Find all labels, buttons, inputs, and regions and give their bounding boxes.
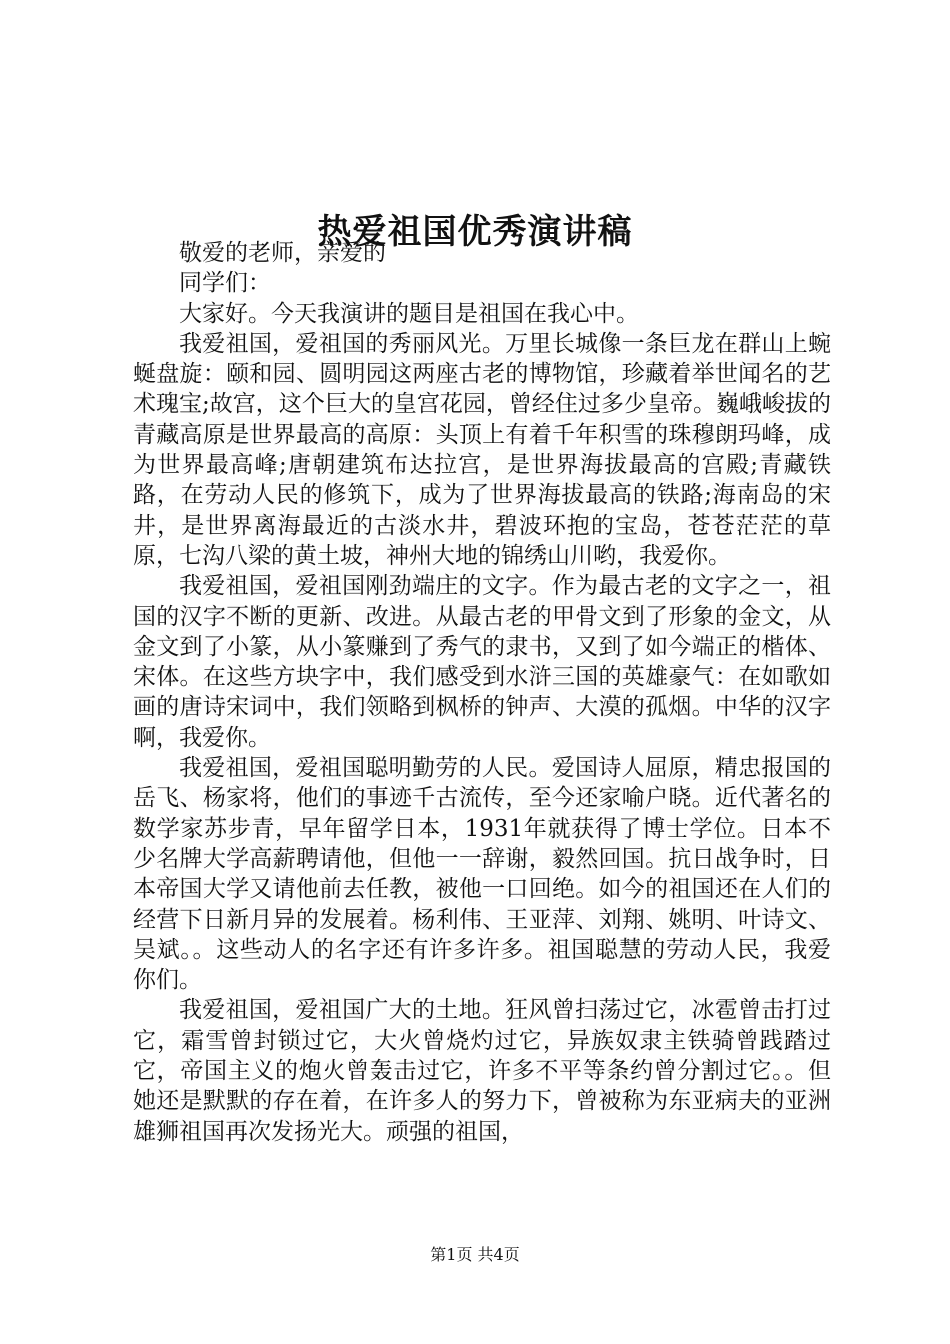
paragraph-characters: 我爱祖国，爱祖国刚劲端庄的文字。作为最古老的文字之一，祖国的汉字不断的更新、改进。从最古老的甲骨文到了形象的金文，从金文到了小篆，从小篆赚到了秀气的隶书，又到了如今端正的楷体、宋体。在这些方块字中，我们感受到水浒三国的英雄豪气：在如歌如画的唐诗宋词中，我们领略到枫桥的钟声、大漠的孤烟。中华的汉字啊，我爱你。 [133, 573, 831, 751]
document-body [133, 238, 831, 1147]
paragraph-people: 我爱祖国，爱祖国聪明勤劳的人民。爱国诗人屈原，精忠报国的岳飞、杨家将，他们的事迹千古流传，至今还家喻户晓。近代著名的数学家苏步青，早年留学日本，1931年就获得了博士学位。日本不少名牌大学高薪聘请他，但他一一辞谢，毅然回国。抗日战争时，日本帝国大学又请他前去任教，被他一口回绝。如今的祖国还在人们的经营下日新月异的发展着。杨利伟、王亚萍、刘翔、姚明、叶诗文、吴斌。。这些动人的名字还有许多许多。祖国聪慧的劳动人民，我爱你们。 [133, 755, 831, 994]
document-title: 热爱祖国优秀演讲稿 [317, 211, 633, 252]
paragraph-scenery: 我爱祖国，爱祖国的秀丽风光。万里长城像一条巨龙在群山上蜿蜒盘旋：颐和园、圆明园这两座古老的博物馆，珍藏着举世闻名的艺术瑰宝;故宫，这个巨大的皇宫花园，曾经住过多少皇帝。巍峨峻拔的青藏高原是世界最高的高原：头顶上有着千年积雪的珠穆朗玛峰，成为世界最高峰;唐朝建筑布达拉宫，是世界海拔最高的宫殿;青藏铁路，在劳动人民的修筑下，成为了世界海拔最高的铁路;海南岛的宋井，是世界离海最近的古淡水井，碧波环抱的宝岛，苍苍茫茫的草原，七沟八梁的黄土坡，神州大地的锦绣山川哟，我爱你。 [133, 330, 831, 569]
greeting-paragraph: 大家好。今天我演讲的题目是祖国在我心中。 [179, 300, 639, 327]
paragraph-land: 我爱祖国，爱祖国广大的土地。狂风曾扫荡过它，冰雹曾击打过它，霜雪曾封锁过它，大火曾烧灼过它，异族奴隶主铁骑曾践踏过它，帝国主义的炮火曾轰击过它，许多不平等条约曾分割过它。。但她还是默默的存在着，在许多人的努力下，曾被称为东亚病夫的亚洲雄狮祖国再次发扬光大。顽强的祖国， [133, 997, 831, 1145]
page-number-footer: 第1页 共4页 [430, 1245, 520, 1264]
salutation-line-1: 敬爱的老师，亲爱的 [179, 240, 386, 266]
salutation-line-2: 同学们： [179, 270, 271, 297]
